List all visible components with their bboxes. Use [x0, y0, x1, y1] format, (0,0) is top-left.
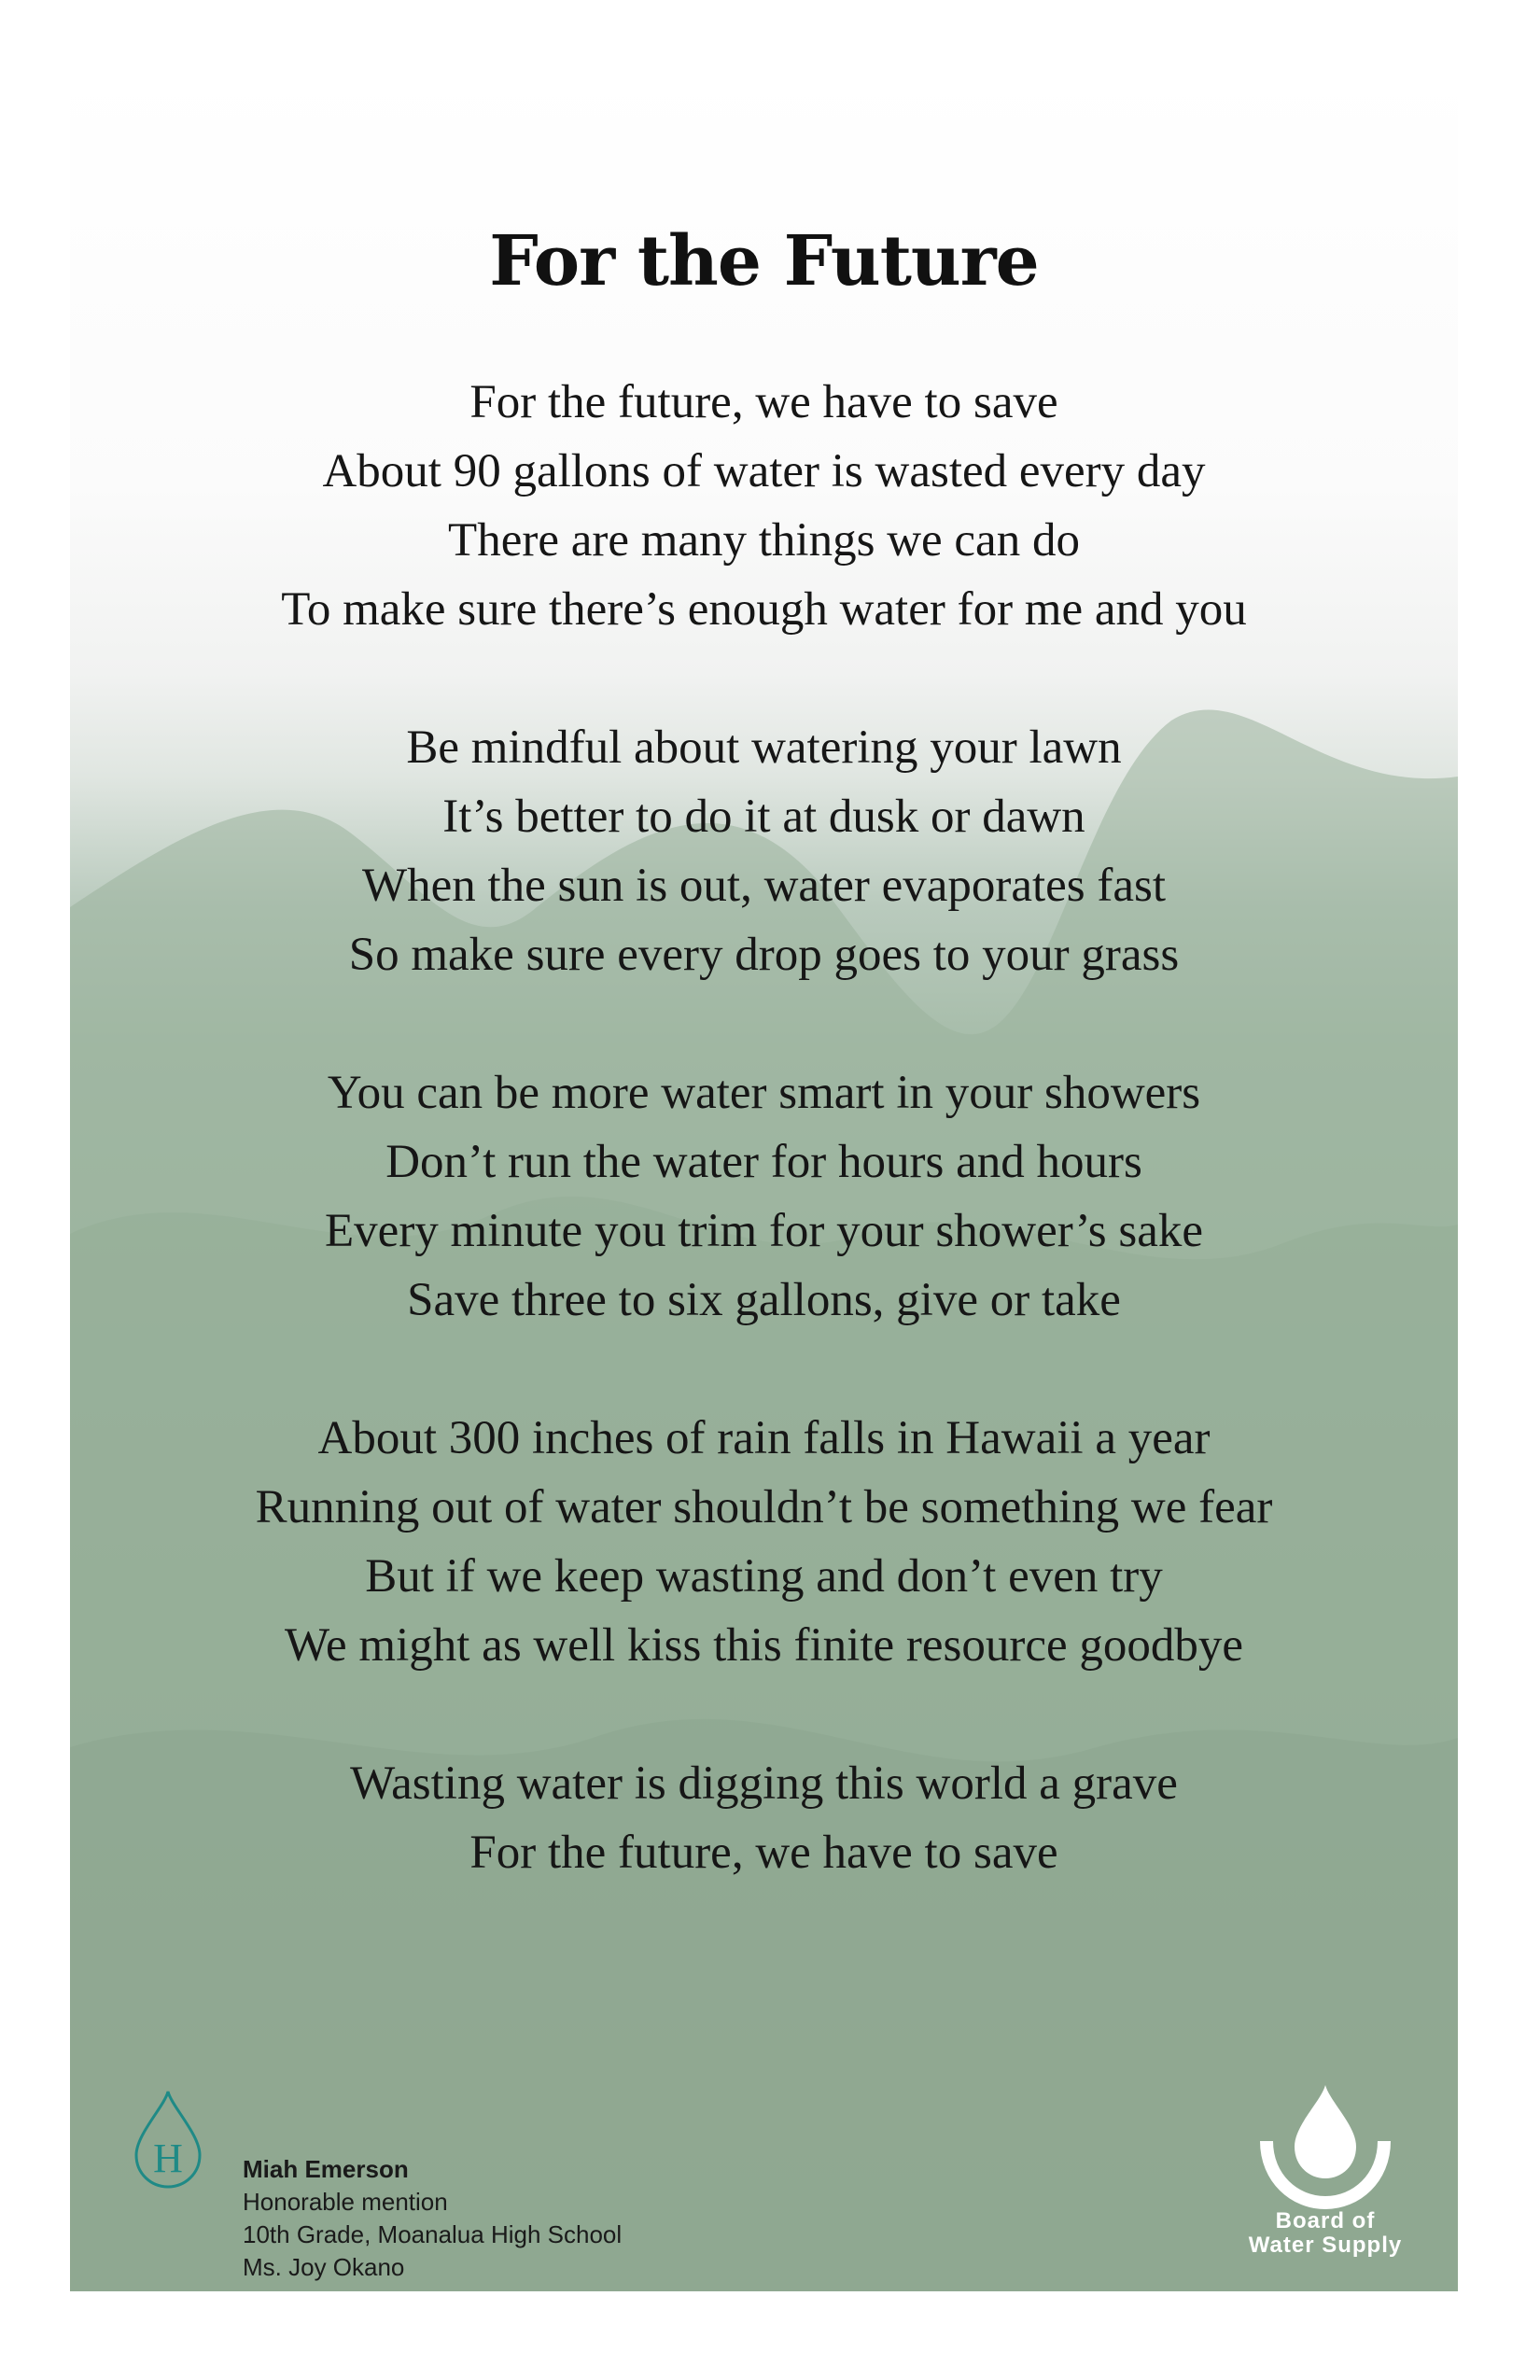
h-water-drop-icon	[131, 2088, 205, 2191]
poem-line: Be mindful about watering your lawn	[406, 721, 1122, 774]
author-credit	[131, 2088, 803, 2281]
poem-line: Wasting water is digging this world a grave	[350, 1757, 1178, 1810]
poem-title: For the Future	[489, 221, 1039, 301]
credit-text	[243, 2153, 622, 2284]
author-name: Miah Emerson	[243, 2155, 409, 2183]
poem-line: When the sun is out, water evaporates fast	[361, 860, 1167, 912]
badge-letter: H	[153, 2135, 183, 2181]
poem-body	[70, 368, 1458, 1956]
water-drop-logo-icon	[1218, 2074, 1433, 2214]
poem-line: Running out of water shouldn’t be something we fear	[255, 1481, 1273, 1533]
poem-line: We might as well kiss this finite resource goodbye	[284, 1619, 1244, 1672]
poem-line: About 300 inches of rain falls in Hawaii a year	[317, 1412, 1211, 1464]
stanza	[70, 713, 1458, 989]
stanza	[70, 368, 1458, 644]
poem-line: To make sure there’s enough water for me and you	[281, 583, 1247, 636]
poem-line: So make sure every drop goes to your grass	[348, 929, 1180, 981]
logo-line-1: Board of	[1275, 2208, 1376, 2233]
poem-line: You can be more water smart in your showers	[327, 1067, 1201, 1119]
poem-line: For the future, we have to save	[469, 376, 1058, 428]
stanza	[70, 1058, 1458, 1335]
poem-line: For the future, we have to save	[469, 1827, 1058, 1879]
teacher-text: Ms. Joy Okano	[243, 2253, 405, 2281]
poem-line: Don’t run the water for hours and hours	[385, 1136, 1142, 1188]
poem-line: There are many things we can do	[448, 514, 1080, 567]
stanza	[70, 1749, 1458, 1887]
board-of-water-supply-logo	[1218, 2074, 1433, 2279]
logo-text	[1218, 2209, 1433, 2258]
poem-line: It’s better to do it at dusk or dawn	[442, 791, 1085, 843]
poem-line: But if we keep wasting and don’t even try	[365, 1550, 1163, 1603]
poem-line: Save three to six gallons, give or take	[407, 1274, 1121, 1326]
poem-line: Every minute you trim for your shower’s sake	[325, 1205, 1203, 1257]
grade-school-text: 10th Grade, Moanalua High School	[243, 2220, 623, 2248]
stanza	[70, 1404, 1458, 1680]
logo-line-2: Water Supply	[1248, 2233, 1403, 2258]
poster	[70, 67, 1458, 2291]
poem-line: About 90 gallons of water is wasted every day	[322, 445, 1206, 497]
award-text: Honorable mention	[243, 2188, 448, 2216]
